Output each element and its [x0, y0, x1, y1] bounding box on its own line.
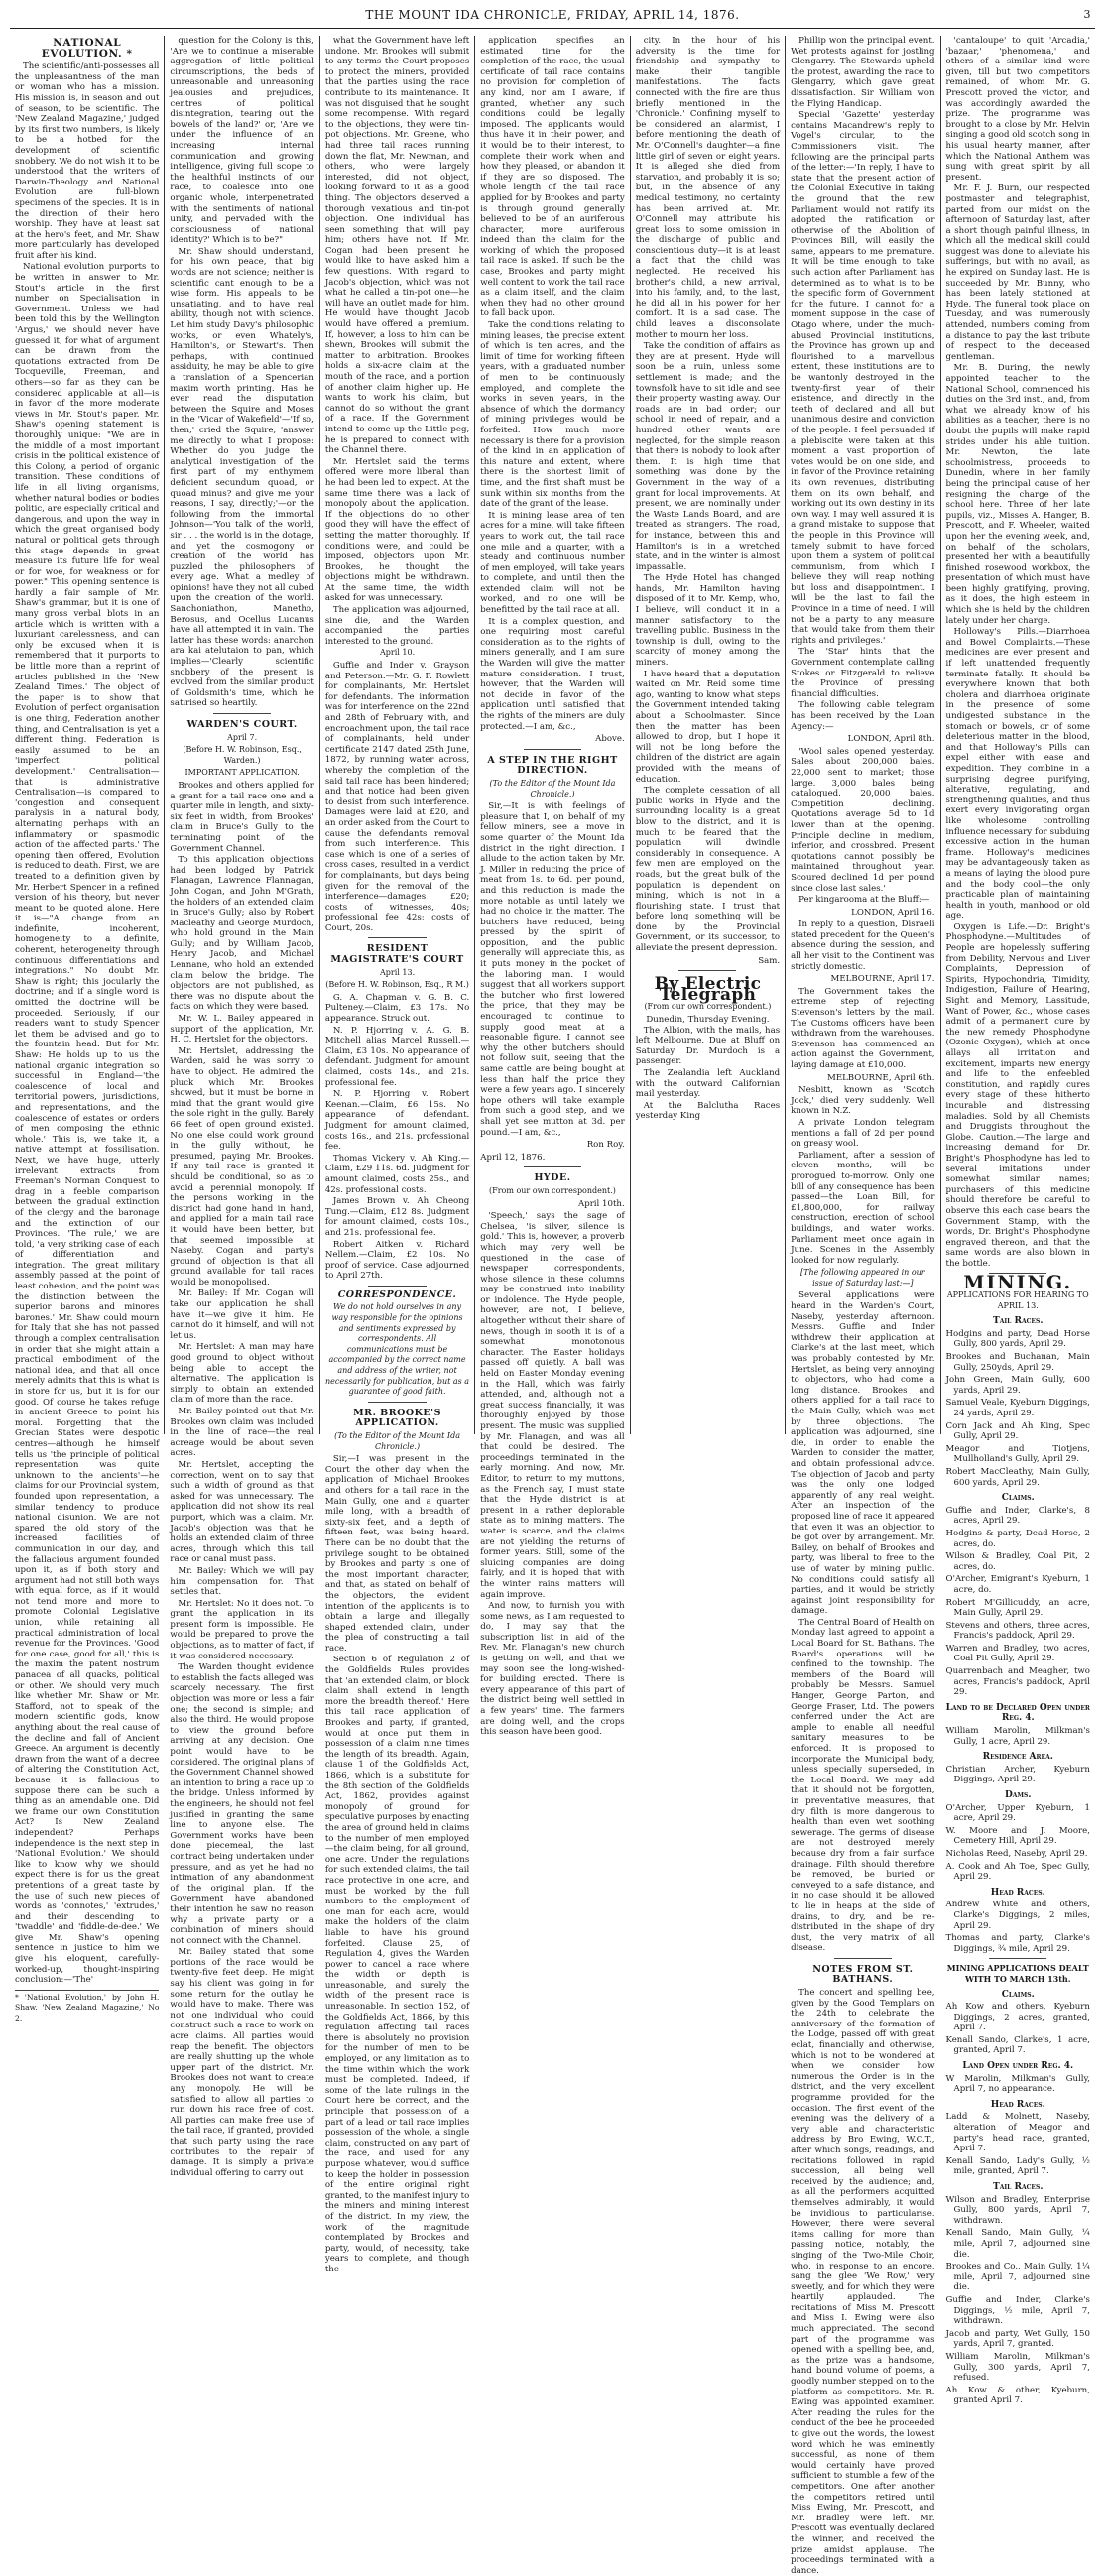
- article-paragraph: The Warden thought evidence to establish the facts alleged was scarcely necessary. The first objection was more or less a fair one; the second is simple; and also the third. He would propose to view the ground before arriving at any decision. One point would have to be considered. The original plans of the Government Channel showed an intention to bring a race up to the bridge. Unless informed by the engineers, he should not feel justified in granting the same line to anyone else. The Government works have been done piecemeal, the last contract being undertaken under pressure, and as yet he had no intimation of any abandonment of the original plan. If the Government have abandoned their intention he saw no reason why a private party or a combination of miners should not connect with the Channel.: [170, 1662, 314, 1946]
- article-paragraph: Mr. Hertslet: A man may have good ground to object without being able to accept the alternative. The application is simply to obtain an extended claim of more than the race.: [170, 1342, 314, 1406]
- article-paragraph: The Zealandia left Auckland with the outward Californian mail yesterday.: [635, 1068, 781, 1100]
- dateline: April 7.: [227, 732, 258, 742]
- court-presiding: (Before H. W. Robinson, Esq., Warden.): [183, 745, 302, 765]
- list-item: Jacob and party, Wet Gully, 150 yards, April 7, granted.: [945, 2328, 1090, 2350]
- dateline: April 10th.: [577, 1198, 625, 1209]
- article-paragraph: The concert and spelling bee, given by the Good Templars on the 24th to celebrate the anniversary of the formation of the Lodge, passed off with great eclat, financially and otherwise, which is not to be wondered at when we consider how numerous the Order is in the district, and the very excellent programme provided for the occasion. The first event of the evening was the delivery of a very able and characteristic address by Bro Ewing, W.C.T., after which songs, readings, and recitations followed in rapid succession, all being well received by the audience; and, as all the performers acquitted themselves admirably, it would be invidious to particularise. However, there were several items calling for more than passing notice, notably, the singing of the Two-Mile Choir, who, in response to an encore, sang the glee 'We Row,' very sweetly, and for which they were heartily applauded. The recitations of Miss M. Prescott and Miss I. Ewing were also much appreciated. The second part of the programme was opened with a spelling bee, and, as the prize was a handsome, hand bound volume of poems, a goodly number stepped on to the platform as competitors. Mr. R. Ewing was appointed examiner. After reading the rules for the conduct of the bee he proceeded to give out the words, the lowest word which he was eminently successful, as none of them would certainly have proved sufficient to stumble a few of the competitors. One after another the competitors retired until Miss Ewing, Mr. Prescott, and Mr. Bradley were left. Mr. Prescott was eventually declared the winner, and received the prize amidst applause. The proceedings terminated with a dance.: [791, 1988, 935, 2576]
- article-paragraph: The following cable telegram has been received by the Loan Agency:—: [791, 700, 935, 732]
- section-heading-st-bathans: NOTES FROM ST. BATHANS.: [812, 1963, 914, 1986]
- subheading-important-application: IMPORTANT APPLICATION.: [184, 768, 300, 778]
- article-paragraph: Special 'Gazette' yesterday contains Macandrew's reply to Vogel's circular, to the Commissioners visit. The following are the principal parts of the letter:—'In reply, I have to state that the present action of the Colonial Executive in taking the ground that the new Parliament would not ratify its adopted the ratification or otherwise of the Abolition of Provinces Bill, will easily the same, appears to me premature. It will be time enough to take such action after Parliament has determined as to what is to be the specific form of Government for the future. I cannot for a moment suppose in the case of Otago where, under the much-abused Provincial institutions, the Province has grown up and flourished to a marvellous extent, these institutions are to be wantonly destroyed in the twenty-first year of their existence, and directly in the teeth of declared and all but unanimous desire and conviction of the people. I feel persuaded if a plebiscite were taken at this moment a vast proportion of votes would be on one side, and in favor of the Province retaining its own revenues, distributing them on its own behalf, and working out its own destiny in its own way. I may well assured it is a grand mistake to suppose that the people in this Province will tamely submit to have forced upon them a system of political communism, from which I believe they will reap nothing but loss and disappointment. I will be the last to fail the Province in a time of need. I will not be a party to any measure that would take from them their rights and privileges.': [791, 110, 935, 646]
- footnote: * 'National Evolution,' by John H. Shaw. 'New Zealand Magazine,' No 2.: [15, 1990, 159, 2024]
- list-item: W. Moore and J. Moore, Cemetery Hill, April 29.: [945, 1825, 1090, 1847]
- dateline: Dunedin, Thursday Evening.: [646, 1015, 770, 1026]
- list-item: O'Archer, Upper Kyeburn, 1 acre, April 29.: [945, 1802, 1090, 1824]
- list-item: Brookes and Buchanan, Main Gully, 250yds, April 29.: [945, 1352, 1090, 1373]
- column-7: [940, 36, 1095, 2406]
- article-paragraph: It is mining lease area of ten acres for a mine, will take fifteen years to work out, the tail race one mile and a quarter, with a steady and continuous number of men employed, will take years to complete, and until then the extended claim will not be worked, and no one will be benefitted by the tail race at all.: [480, 510, 625, 616]
- list-item: A. Cook and Ah Toe, Spec Gully, April 29.: [945, 1861, 1090, 1883]
- subheading-head-races: Head Races.: [990, 1887, 1045, 1898]
- article-paragraph: Mr. Hertslet said the terms offered were more liberal than he had been led to expect. At the same time there was a lack of monopoly about the application. If the objections do no other good they will have the effect of setting the matter thoroughly. If conditions were, and could be imposed, objectors upon Mr. Brookes, he thought the objections might be withdrawn. At the same time, the width asked for was unnecessary.: [324, 456, 470, 604]
- subheading-residence-area: Residence Area.: [982, 1752, 1053, 1763]
- list-item: Robert MacCleathy, Main Gully, 600 yards, April 29.: [945, 1466, 1090, 1488]
- article-paragraph: Sir,—It is with feelings of pleasure that I, on behalf of my fellow miners, see a move in some quarter of the Mount Ida district in the right direction. I allude to the action taken by Mr. J. Miller in reducing the price of meat from 1s. to 6d. per pound, and this reduction is made the more notable as until lately we had no choice in the matter. The butchers have reduced, being pressed by the spirit of opposition, and the public generally will appreciate this, as it puts money in the pocket of the laboring man. I would suggest that all workers support the butcher who first lowered the price, that they may be encouraged to continue to supply good meat at a reasonable figure. I cannot see why the other butchers should not follow suit, seeing that the same cattle are being bought at less than half the price they were a few years ago. I sincerely hope others will take example from such a good step, and we shall yet see mutton at 3d. per pound.—I am, &c.,: [480, 801, 625, 1138]
- dateline: LONDON, April 8th.: [847, 734, 935, 745]
- to-editor-line: (To the Editor of the Mount Ida Chronicle.): [334, 1431, 460, 1451]
- divider: [213, 713, 271, 714]
- article-paragraph: To this application objections had been lodged by Patrick Flanagan, Lawrence Flannagan, John Cogan, and John M'Grath, the holders of an extended claim in Bruce's Gully; also by Robert Macleathy and George Murdoch, who hold ground in the Main Gully; and by William Jacob, Henry Jacob, and Michael Lennane, who hold an extended claim below the bridge. The objectors are not published, as there was no dispute about the facts on which they were based.: [170, 855, 314, 1013]
- dateline: April 10.: [380, 648, 416, 658]
- masthead-rule: [10, 28, 1095, 29]
- list-item: Kenall Sando, Clarke's, 1 acre, granted, April 7.: [945, 2034, 1090, 2056]
- article-paragraph: 'Wool sales opened yesterday. Sales about 200,000 bales. 22,000 sent to market; those large. 3,000 bales being catalogued. 20,000 bales. Competition declining. Quotations average 5d to 1d lower than at the opening. Principle decline in medium, inferior, and crossbred. Present quotations cannot possibly be maintained throughout year. Scoured declined 1d per pound since close last sales.': [791, 746, 935, 894]
- article-heading-national-evolution: NATIONAL EVOLUTION. *: [41, 37, 133, 60]
- signature: Ron Roy.: [586, 1140, 625, 1151]
- list-item: Corn Jack and Ah King, Spec Gully, April 29.: [945, 1420, 1090, 1442]
- list-item: Brookes and Co., Main Gully, 1¼ mile, April 7, adjourned sine die.: [945, 2262, 1090, 2293]
- article-paragraph: Mr. Hertslet, accepting the correction, went on to say that such a width of ground as that asked for was unnecessary. The application did not show its real purport, which was a claim. Mr. Jacob's objection was that he holds an extended claim of three acres, through which this tail race or canal must pass.: [170, 1459, 314, 1565]
- column-3: [319, 36, 474, 2274]
- list-item: Meagor and Tiotjens, Mullholland's Gully, April 29.: [945, 1443, 1090, 1465]
- subheading-claims: Claims.: [1001, 1989, 1035, 2000]
- subheading-head-races: Head Races.: [990, 2099, 1045, 2110]
- correspondent-line: (From our own correspondent.): [489, 1185, 616, 1195]
- section-heading-correspondence: CORRESPONDENCE.: [337, 1288, 457, 1300]
- subheading-land-open: Land to be Declared Open under Reg. 4.: [945, 1702, 1090, 1724]
- list-item: Guffie and Inder, Clarke's Diggings, ½ mile, April 7, withdrawn.: [945, 2294, 1090, 2327]
- article-paragraph: Parliament, after a session of eleven months, will be prorogued to-morrow. Only one bill of any consequence has been passed—the Loan Bill, for £1,800,000, for railway construction, erection of school buildings, and water works. Parliament meet once again in June. Scenes in the Assembly looked for now regularly.: [791, 1150, 935, 1266]
- article-paragraph: National evolution purports to be written in answer to Mr. Stout's article in the first number on Specialisation in Government. Unless we had been told this by the Wellington 'Argus,' we should never have guessed it, for what of argument can be drawn from the quotations extracted from De Tocqueville, Freeman, and others—so far as they can be considered applicable at all—is in favor of the more moderate views in Mr. Stout's paper. Mr. Shaw's opening statement is thoroughly unique: "We are in the middle of a most important crisis in the political existence of this Colony, a period of organic transition. These conditions of life in all living organisms, whether natural bodies or bodies politic, are especially critical and dangerous, and upon the way in which the great organised body natural or political gets through this stage depends in great measure its future life for weal or for woe, for weakness or for power." This opening sentence is hardly a fair sample of Mr. Shaw's grammar, but it is one of many gross verbal blots in an article which is written with a luxuriant carelessness, and can only be excused when it is remembered that it purports to be little more than a reprint of articles published in the 'New Zealand Times.' The object of the paper is to show that Evolution of perfect organisation is one thing, Federation another thing, and Centralisation is yet a different thing. Federation is easily assumed to be an 'imperfect political development.' Centralisation—that is administrative Centralisation—is compared to 'congestion and consequent paralysis in a natural body, alternating perhaps with an inflammatory or spasmodic action of the affected parts.' The opening then offered, Evolution is reduced to death. First, we are treated to a definition given by Mr. Herbert Spencer in a refined version of his theory, but never meant to be quoted alone. Here it is—"A change from an indefinite, incoherent, homogeneity to a definite, coherent, heterogeneity through continuous differentiations and integrations." No doubt Mr. Shaw is right; this jocularly the doctrine; and if a single word is omitted the doctrine will be proceeded. Seriously, if our readers want to study Spencer let them be advised and go to the fountain head. But for Mr. Shaw: He holds up to us the national organic integration so successful in England—'the coalescence of local and territorial powers, jurisdictions, and representations, and the coalescence of estates or orders of men composing the ethnic whole.' This is, we take it, a native attempt at fossilisation. Next, we have huge, utterly irrelevant extracts from Freeman's Norman Conquest to drag in a feeble comparison between the gradual extinction of the clergy and the baronage and the extinction of our Provinces. 'The rule,' we are told, 'a very striking case of each of differentiation and integration. The great military assembly passed at the point of least cohesion, and the point was the distinction between the superior barons and minores barones.' Mr. Shaw could mourn for Italy that she has not passed through a complex centralisation in order that she might attain a practical embodiment of the national idea, and that all once merely admits that this is what is in store for us, but it is for our good. Of course he takes refuge in ancient Greece to point his moral. Forgetting that the Grecian States were despotic centres—although he himself tells us 'the principle of political representation was quite unknown to the ancients'—he claims for our Provincial system, founded upon representation, a similar tendency to produce national disunion. We are not spared the old story of the increased facilities of communication in our day, and the fallacious argument founded upon it, as if both story and argument had not still both ways with equal force, as if it would not tend more and more to promote Colonial Legislative union, while retaining all practical administration of local revenue for the Provinces. 'Good for one case, good for all,' this is the maxim the patent nostrum panacea of all quacks, political or other. We should very much like whether Mr. Shaw or Mr. Stafford, not to speak of the modern scientific gods, know anything about the real cause of the decline and fall of Ancient Greece. An argument is decently drawn from the want of a decree of altering the Constitution Act, because it is fallacious to suppose there can be such a thing as an amendable one. Did we frame our own Constitution Act? Is New Zealand independent? Perhaps independence is the next step in 'National Evolution.' We should like to know why we should expect there is for us the great pretentions of a great taste by the use of such new pieces of words as 'connotes,' 'extrudes,' and their descending to 'twaddle' and 'fiddle-de-dee.' We give Mr. Shaw's opening sentence in justice to him we give his eloquent, carefully-worked-up, thought-inspiring conclusion:—'The': [15, 262, 160, 1986]
- reprint-note: [The following appeared in our issue of Saturday last:—]: [800, 1268, 925, 1288]
- article-paragraph: Nesbitt, known as 'Scotch Jock,' died very suddenly. Well known in N.Z.: [791, 1085, 935, 1117]
- list-item: Kenall Sando, Lady's Gully, ½ mile, granted, April 7.: [945, 2155, 1090, 2177]
- column-6: [785, 36, 939, 2576]
- article-paragraph: Mr. Bailey pointed out that Mr. Brookes own claim was included in the line of race—the real acreage would be about seven acres.: [170, 1407, 314, 1459]
- divider: [989, 1958, 1046, 1959]
- column-5: [630, 36, 785, 1434]
- article-paragraph: The complete cessation of all public works in Hyde and the surrounding locality is a great blow to the district, and it is much to be feared that the population will dwindle considerably in consequence. A few men are employed on the roads, but the great bulk of the population is dependent on mining, which is not in a flourishing state. I trust that before long something will be done by the Provincial Government, or its successor, to alleviate the present depression.: [635, 786, 781, 954]
- section-heading-brookes-application: MR. BROOKE'S APPLICATION.: [353, 1407, 441, 1429]
- article-paragraph: Mr. Bailey: Which we will pay him compensation for. That settles that.: [170, 1565, 314, 1598]
- list-item: Wilson and Bradley, Enterprise Gully, 800 yards, April 7, withdrawn.: [945, 2194, 1090, 2226]
- article-paragraph: Mr. Shaw should understand, for his own peace, that big words are not science; neither is scientific cant enough to be a wise form. His appeals to be unsatiating, and to have real ability, though not with science. Let him study Davy's philosophic works, or even Whately's, Hamilton's, or Stewart's. Then perhaps, with continued assiduity, he may be able to give a translation of a Spencerian maxim worth printing. Has he ever read the disputation between the Squire and Moses in the 'Vicar of Wakefield'—'If so, then,' cried the Squire, 'answer me directly to what I propose: Whether do you judge the analytical investigation of the first part of my enthymem deficient secundum quoad, or quoad minus? and give me your reasons, I say, directly;'—or the following from the immortal Johnson—'You talk of the world, sir . . . the world is in the dotage, and yet the cosmogony or creation of the world has puzzled the philosophers of every age. What a medley of opinions! have they not all cubed upon the creation of the world. Sanchoniathon, Manetho, Berosus, and Ocellus Lucanus have all attempted it in vain. The latter has these words: anarchon ara kai atelutaion to pan, which implies—'Clearly scientific snobbery of the present is evolved from the similar product of Goldsmith's time, which he satirised so heartily.: [170, 246, 314, 709]
- masthead: [10, 4, 1095, 26]
- article-paragraph: Take the condition of affairs as they are at present. Hyde will soon be a ruin, unless some settlement is made; and the townsfolk have to sit idle and see their property wasting away. Our roads are in bad order; our school in need of repair, and a hundred other wants are neglected, for the simple reason that there is nobody to look after them. It is high time that something was done by the Government in the way of a grant for local improvements. At present, we are nominally under the Waste Lands Board, and are treated as strangers. The road, for instance, between this and Hamilton's is in a wretched state, and in the winter is almost impassable.: [635, 341, 781, 572]
- article-paragraph: Brookes and others applied for a grant for a tail race one and a quarter mile in length, and sixty-six feet in width, from Brookes' claim in Bruce's Gully to the terminating point of the Government Channel.: [170, 780, 314, 854]
- list-item: Hodgins & party, Dead Horse, 2 acres, do.: [945, 1528, 1090, 1549]
- list-item: Quarrenbach and Meagher, two acres, Francis's paddock, April 29.: [945, 1666, 1090, 1698]
- article-paragraph: G. A. Chapman v. G. B. C. Pulteney.—Claim, £3 17s. No appearance. Struck out.: [324, 992, 470, 1025]
- article-paragraph: Mr. W. L. Bailey appeared in support of the application, Mr. H. C. Hertslet for the objectors.: [170, 1014, 314, 1045]
- section-heading-wardens-court: WARDEN'S COURT.: [186, 719, 298, 730]
- article-paragraph: Several applications were heard in the Warden's Court, Naseby, yesterday afternoon. Messrs. Guffie and Inder withdrew their application at Clarke's at the last meet, which was probably contested by Mr. Hertslet, as being very annoying to objectors, who had come a long distance. Brookes and others applied for a tail race to the Main Gully, which was met by three objections. The application was adjourned, sine die, in order to enable the Warden to consider the matter, and obtain professional advice. The objection of Jacob and party was the only one lodged apparently of any real weight. After an inspection of the proposed line of race it appeared that even it was an objection to be got over by arrangement. Mr. Bailey, on behalf of Brookes and party, was liberal to free to the use of water by mining public. No conditions could satisfy all parties, and it would be strictly against joint responsibility for damage.: [791, 1290, 935, 1617]
- dateline: April 12, 1876.: [480, 1152, 546, 1163]
- divider: [368, 937, 426, 938]
- to-editor-line: (To the Editor of the Mount Ida Chronicle.): [489, 778, 616, 798]
- list-item: Ladd & Molnett, Naseby, alteration of Meagor and party's head race, granted, April 7.: [945, 2112, 1090, 2154]
- subheading-dealt-with: MINING APPLICATIONS DEALT WITH TO MARCH 13th.: [946, 1963, 1089, 1984]
- court-presiding: (Before H. W. Robinson, Esq., R M.): [325, 980, 469, 990]
- article-paragraph: The Hyde Hotel has changed hands, Mr. Hamilton having disposed of it to Mr. Kemp, who, I believe, will conduct it in a manner satisfactory to the travelling public. Business in the township is dull, owing to the scarcity of money among the miners.: [635, 573, 781, 669]
- article-paragraph: I have heard that a deputation waited on Mr. Reid some time ago, wanting to know what steps the Government intended taking about a Schoolmaster. Since then the matter has been allowed to drop, but I hope it will not be long before the children of the district are again provided with the means of education.: [635, 669, 781, 785]
- list-item: W Marolin, Milkman's Gully, April 7, no appearance.: [945, 2073, 1090, 2095]
- article-paragraph: city. In the hour of his adversity is the time for friendship and sympathy to make their tangible manifestations. The facts connected with the fire are thus briefly mentioned in the 'Chronicle.' Confining myself to be considered an alarmist, I before mentioning the death of Mr. O'Connell's daughter—a fine little girl of seven or eight years. It is alleged she died from starvation, and probably it is so; but, in the absence of any medical testimony, no certainty has been arrived at. Mr. O'Connell may attribute his great loss to some omission in the discharge of public and conscientious duty—it is at least a fact that the child was neglected. He received his brother's child, a new arrival, into his family, and, to the last, he did all in his power for her comfort. It is a sad case. The child leaves a disconsolate mother to mourn her loss.: [635, 36, 781, 340]
- column-2: [164, 36, 318, 2178]
- article-paragraph: Thomas Vickery v. Ah King.—Claim, £29 11s. 6d. Judgment for amount claimed, costs 25s., and 42s. professional costs.: [324, 1153, 470, 1195]
- column-1: [10, 36, 164, 2024]
- list-item: Ah Kow & other, Kyeburn, granted April 7.: [945, 2385, 1090, 2406]
- subheading-claims: Claims.: [1001, 1493, 1035, 1504]
- article-paragraph: Mr. Hertslet, addressing the Warden, said he was sorry to have to object. He admired the pluck which Mr. Brookes showed, but it must be borne in mind that the grant would give the sole right in the gully. Barely 66 feet of open ground existed. No one else could work ground in the gully without, he presumed, paying Mr. Brookes. If any tail race is granted it should be conditional, so as to avoid a perennial monopoly. If the persons working in the district had gone hand in hand, and applied for a main tail race it would have been better, but that seemed impossible at Naseby. Cogan and party's ground of objection is that all ground available for tail races would be monopolised.: [170, 1045, 314, 1288]
- article-paragraph: Take the conditions relating to mining leases, the precise extent of which is ten acres, and the limit of time for working fifteen years, with a graduated number of men to be continuously employed, and complete the works in seven years, in the absence of which the dormancy of mining privileges would be forfeited. How much more necessary is there for a provision of the kind in an application of this nature and extent, where there is the shortest limit of time, and the first shaft must be sunk within six months from the date of the grant of the lease.: [480, 320, 625, 510]
- subheading-dams: Dams.: [1004, 1790, 1032, 1800]
- divider: [524, 1166, 581, 1167]
- article-paragraph: Mr. Bailey: If Mr. Cogan will take our application he shall have it—we give it him. He cannot do it himself, and will not let us.: [170, 1288, 314, 1341]
- list-item: Kenall Sando, Main Gully, ¼ mile, April 7, adjourned sine die.: [945, 2228, 1090, 2260]
- correspondence-note: We do not hold ourselves in any way responsible for the opinions and sentiments expressed by correspondents. All communications must be accompanied by the correct name and address of the writer, not necessarily for publication, but as a guarantee of good faith.: [325, 1302, 470, 1397]
- subheading-land-open: Land Open under Reg. 4.: [962, 2061, 1074, 2072]
- article-paragraph: The scientific/anti-possesses all the unpleasantness of the man or woman who has a mission. His mission is, in season and out of season, to be scientific. The 'New Zealand Magazine,' judged by its first two numbers, is likely to be a hotbed for the development of scientific snobbery. We do not wish it to be understood that the writers of Darwin-Theology and National Evolution are full-blown specimens of the species. It is in the direction of their hero worship. They have at least sat at the hero's feet, and Mr. Shaw more particularly has developed fruit after his kind.: [15, 61, 160, 261]
- list-item: Andrew White and others, Clarke's Diggings, 2 miles, April 29.: [945, 1900, 1090, 1931]
- list-item: Christian Archer, Kyeburn Diggings, April 29.: [945, 1764, 1090, 1785]
- list-item: Warren and Bradley, two acres, Coal Pit Gully, April 29.: [945, 1643, 1090, 1664]
- article-paragraph: The Central Board of Health on Monday last agreed to appoint a Local Board for St. Bathans. The Board's operations will be confined to the township. The members of the Board will probably be Messrs. Samuel Hanger, George Parton, and George Fraser, Ltd. The powers conferred under the Act are ample to enable all needful sanitary measures to be enforced. It is proposed to incorporate the Municipal body, unless specially superseded, in the Local Board. We may add that it should not be forgotten, in preventative measures, that dry filth is more dangerous to health than even wet soothing sewerage. The germs of disease are not destroyed merely because dry from a fair surface drainage. Filth should therefore be removed, be buried or conveyed to a safe distance, and in no case should it be allowed to lie in heaps at the side of drains, to dry, and be re-distributed in the shape of dry dust, the very matrix of all disease.: [791, 1617, 935, 1954]
- article-paragraph: It is a complex question, and one requiring most careful consideration as to the rights of miners generally, and I am sure the Warden will give the matter mature consideration. I trust, however, that the Warden will not decide in favor of the application until satisfied that the rights of the miners are duly protected.—I am, &c.,: [480, 616, 625, 732]
- article-paragraph: Section 6 of Regulation 2 of the Goldfields Rules provides that 'an extended claim, or block claim shall extend in length more the breadth thereof.' Here this tail race application of Brookes and party, if granted, would at once put them in possession of a claim nine times the length of its breadth. Again, clause 1 of the Goldfields Act, 1866, which is a substitute for the 8th section of the Goldfields Act, 1862, provides against monopoly of ground for speculative purposes by enacting the area of ground held in claims to the number of men employed—the claim being, for all ground, one acre. Under the regulations for such extended claims, the tail race protective in one acre, and must be worked by the full numbers to the employment of one man for each acre, would make the holders of the claim liable to have his ground forfeited. Clause 25, of Regulation 4, gives the Warden power to cancel a race where the width or depth is unreasonable, and surely the width of the present race is unreasonable. In section 152, of the Goldfields Act, 1866, by this regulation affecting tail races there is absolutely no provision for the number of men to be employed, or any limitation as to the time within which the work must be completed. Indeed, if some of the late rulings in the Court here be correct, and the principle that possession of a part of a lead or tail race implies possession of the whole, a single claim, constructed on any part of the race, and used for any purpose whatever, would suffice to keep the holder in possession of the entire original right granted, to the manifest injury to the miners and mining interest of the district. In my view, the work of the magnitude contemplated by Brookes and party, would, of necessity, take years to complete, and though the: [324, 1655, 470, 2274]
- signature: Sam.: [758, 955, 781, 966]
- list-item: O'Archer, Emigrant's Kyeburn, 1 acre, do.: [945, 1574, 1090, 1595]
- subheading-tail-races: Tail Races.: [993, 2182, 1044, 2192]
- list-item: Samuel Veale, Kyeburn Diggings, 24 yards, April 29.: [945, 1398, 1090, 1418]
- divider: [678, 970, 736, 971]
- list-item: William Marolin, Milkman's Gully, 1 acre, April 29.: [945, 1726, 1090, 1747]
- article-paragraph: At the Balclutha Races yesterday King: [635, 1100, 781, 1122]
- list-item: Stevens and others, three acres, Francis's paddock, April 29.: [945, 1620, 1090, 1642]
- article-paragraph: Phillip won the principal event. Wet protests against for jostling Glengarry. The Stewards upheld the protest, awarding the race to Glengarry, which gave great dissatisfaction. Sir William won the Flying Handicap.: [791, 36, 935, 109]
- list-item: Nicholas Reed, Naseby, April 29.: [945, 1848, 1088, 1859]
- list-item: Wilson & Bradley, Coal Pit, 2 acres, do.: [945, 1551, 1090, 1572]
- article-paragraph: Mr. Bailey stated that some portions of the race would be twenty-five feet deep. He might say his client was going in for some return for the outlay he would have to make. There was not one individual who could construct such a race to work on acre claims. All parties would reap the benefit. The objectors are really shutting up the whole upper part of the district. Mr. Brookes does not want to create any monopoly. He will be satisfied to allow all parties to run down his race free of cost. All parties can make free use of the tail race, if granted, provided that such party using the race contributes to the repair of damage. It is simply a private individual offering to carry out: [170, 1947, 314, 2178]
- divider: [834, 1958, 892, 1959]
- section-heading-resident-magistrate: RESIDENT MAGISTRATE'S COURT: [330, 943, 464, 966]
- article-paragraph: The Government takes the extreme step of rejecting Stevenson's letters by the mail. The Customs officers have been withdrawn from the warehouses. Stevenson has commenced an action against the Government, laying damage at £10,000.: [791, 986, 935, 1070]
- advertisement-holloway: Holloway's Pills.—Diarrhoea and Bowel Complaints.—These medicines are ever present and if left unattended frequently terminate fatally. It should be everywhere known that both cholera and diarrhoea originate in the presence of some undigested substance in the stomach or bowels, or of some deleterious matter in the blood, and that Holloway's Pills can expel either with ease and expedition. They combine in a surprising degree purifying, alterative, regulating, and strengthening qualities, and thus exert every invigorating organ like wholesome controlling influence necessary for subduing excessive action in the human frame. Holloway's medicines may be advantageously taken as a means of laying the blood pure and the body cool—the only practicable plan of maintaining health in youth, manhood or old age.: [945, 627, 1090, 921]
- list-item: Ah Kow and others, Kyeburn Diggings, 2 acres, granted, April 7.: [945, 2002, 1090, 2033]
- article-paragraph: And now, to furnish you with some news, as I am requested to do, I may say that the subscription list in aid of the Rev. Mr. Flanagan's new church is getting on well, and that we may soon see the long-wished-for building erected. There is every appearance of this part of the district being well settled in a few years' time. The farmers are doing well, and the crops this season have been good.: [480, 1601, 625, 1738]
- article-paragraph: 'cantaloupe' to quit 'Arcadia,' 'bazaar,' 'phenomena,' and others of a similar kind were given, till but two competitors remained, of whom Mr. G. Prescott proved the victor, and was accordingly awarded the prize. The programme was brought to a close by Mr. Helvin singing a good old scotch song in his usual hearty manner, after which the National Anthem was sung with great spirit by all present.: [945, 36, 1090, 183]
- section-heading-mining: MINING.: [963, 1272, 1073, 1294]
- article-paragraph: Guffie and Inder v. Grayson and Peterson.—Mr. G. F. Rowlett for complainants, Mr. Hertslet for defendants. The information was for interference on the 22nd and 28th of February with, and encroachment upon, the tail race of complainants, held under certificate 2147 dated 25th June, 1872, by running water across, whereby the completion of the said tail race has been hindered; and that notice had been given to desist from such interference. Damages were laid at £20, and an order asked from the Court to cause the defendants removal from such interference. This case which is one of a series of cross cases, resulted in a verdict for complainants, but days being given for the removal of the interference—damages £20; costs of witnesses, 40s; professional fee 42s; costs of Court, 20s.: [324, 661, 470, 933]
- article-paragraph: The Albion, with the mails, has left Melbourne. Due at Bluff on Saturday. Dr. Murdoch is a passenger.: [635, 1025, 781, 1067]
- article-paragraph: question for the Colony is this, 'Are we to continue a miserable aggregation of little political circumscriptions, the beds of unreasonable and unreasoning jealousies and prejudices, centres of political disintegration, tearing out the bowels of the land?' or, 'Are we under the influence of an increasing internal communication and growing intelligence, giving full scope to the healthful instincts of our race, to coalesce into one organic whole, interpenetrated with the sentiments of national unity, and pervaded with the consciousness of national identity?' Which is to be?": [170, 36, 314, 246]
- list-item: Robert M'Gillicuddy, an acre, Main Gully, April 29.: [945, 1597, 1090, 1619]
- article-paragraph: N. P. Hjorring v. A. G. B. Mitchell alias Marcel Russell.—Claim, £3 10s. No appearance of defendant. Judgment for amount claimed, costs 14s., and 21s. professional fee.: [324, 1025, 470, 1088]
- article-paragraph: Mr. Hertslet: No it does not. To grant the application in its present form is impossible. He would be prepared to prove the objections, as to matter of fact, if it was considered necessary.: [170, 1598, 314, 1661]
- article-paragraph: A private London telegram mentions a fall of 2d per pound on greasy wool.: [791, 1117, 935, 1150]
- dateline: MELBOURNE, April 17.: [830, 974, 935, 985]
- column-4: [474, 36, 629, 1738]
- columns: [10, 36, 1095, 2576]
- list-item: Hodgins and party, Dead Horse Gully, 800 yards, April 29.: [945, 1328, 1090, 1350]
- subheading-applications: APPLICATIONS FOR HEARING TO APRIL 13.: [946, 1290, 1089, 1310]
- article-paragraph: 'Speech,' says the sage of Chelsea, 'is silver, silence is gold.' This is, however, a proverb which may very well be questioned in the case of newspaper correspondents, whose silence in these columns may be construed into inability or indolence. The Hyde people, however, are not, I believe, altogether without their share of news, though in sooth it is of a somewhat monotonous character. The Easter holidays passed off quietly. A ball was held on Easter Monday evening in the Hall, which was fairly attended, and, although not a great success financially, it was thoroughly enjoyed by those present. The music was supplied by Mr. Flanagan, and was all that could be desired. The proceedings terminated in the early morning. And now, Mr. Editor, to return to my muttons, as the French say, I must state that the Hyde district is at present in a rather deplorable state as to mining matters. The water is scarce, and the claims are not yielding the returns of former years. Still, some of the sluicing companies are doing fairly, and it is hoped that with the winter rains matters will again improve.: [480, 1211, 625, 1600]
- article-paragraph: Sir,—I was present in the Court the other day when the application of Michael Brookes and others for a tail race in the Main Gully, one and a quarter mile long, with a breadth of sixty-six feet, and a depth of fifteen feet, was being heard. There can be no doubt that the privilege sought to be obtained by Brookes and party is one of the most important character, and that, as stated on behalf of the objectors, the evident intention of the applicants is to obtain a large and illegally shaped extended claim, under the plea of constructing a tail race.: [324, 1454, 470, 1654]
- dateline: LONDON, April 16.: [851, 907, 935, 918]
- divider: [368, 1402, 426, 1403]
- signature: Above.: [595, 734, 625, 745]
- advertisement-phosphodyne: Oxygen is Life.—Dr. Bright's Phosphodyne.—Multitudes of People are hopelessly suffering from Debility, Nervous and Liver Complaints, Depression of Spirits, Hypochondria, Timidity, Indigestion, Failure of Hearing, Sight and Memory, Lassitude, Want of Power, &c., whose cases admit of a permanent cure by the new remedy Phosphodyne (Ozonic Oxygen), which at once allays all irritation and excitement, imparts new energy and life to the enfeebled constitution, and rapidly cures every stage of these hitherto incurable and distressing maladies. Sold by all Chemists and Druggists throughout the Globe. Caution.—The large and increasing demand for Dr. Bright's Phosphodyne has led to several imitations under somewhat similar names; purchasers of this medicine should therefore be careful to observe this each case bears the Government Stamp, with the words, Dr. Bright's Phosphodyne engraved thereon, and that the same words are also blown in the bottle.: [945, 921, 1090, 1269]
- list-item: Thomas and party, Clarke's Diggings, ¾ mile, April 29.: [945, 1933, 1090, 1954]
- divider: [524, 749, 581, 750]
- page-number: 3: [1083, 8, 1091, 21]
- article-paragraph: Robert Aitken v. Richard Nellem.—Claim, £2 10s. No proof of service. Case adjourned to April 27th.: [324, 1239, 470, 1282]
- dateline: MELBOURNE, April 6th.: [827, 1072, 935, 1083]
- subheading-tail-races: Tail Races.: [993, 1316, 1044, 1327]
- list-item: John Green, Main Gully, 600 yards, April 29.: [945, 1375, 1090, 1396]
- article-paragraph: The 'Star' hints that the Government contemplate calling Stokes or Fitzgerald to relieve the Province of pressing financial difficulties.: [791, 647, 935, 699]
- masthead-title: THE MOUNT IDA CHRONICLE, FRIDAY, APRIL 14, 1876.: [365, 8, 740, 22]
- list-item: Guffie and Inder, Clarke's, 8 acres, April 29.: [945, 1505, 1090, 1527]
- article-paragraph: what the Government have left undone. Mr. Brookes will submit to any terms the Court proposes to protect the miners, provided that the parties using the race contribute to its maintenance. It was not disguised that he sought some recompense. With regard to the objections, they were tin-pot objections. Mr. Greene, who had three tail races running down the flat, Mr. Newman, and others, who were largely interested, did not object, looking forward to it as a good thing. The objectors deserved a thorough vexatious and tin-pot objection. One individual has seen something that will pay him; others have not. If Mr. Cogan had been present he would like to have asked him a few questions. With regard to Jacob's objection, which was not what he called a tin-pot one—he will have an outlet made for him. He would have thought Jacob would have offered a premium. If, however, a loss to him can be shewn, Brookes will submit the matter to arbitration. Brookes holds a six-acre claim at the mouth of the race, and a portion of another claim higher up. He wants to work his claim, but cannot do so without the grant of a race. If the Government intend to come up the Little peg, he is prepared to connect with the Channel there.: [324, 36, 470, 456]
- correspondent-line: (From our own correspondent.): [644, 1002, 772, 1012]
- article-paragraph: In reply to a question, Disraeli stated precedent for the Queen's absence during the session, and all her visit to the Continent was strictly domestic.: [791, 920, 935, 972]
- article-paragraph: N. P. Hjorring v. Robert Keenan.—Claim, £6 15s. No appearance of defendant. Judgment for amount claimed, costs 16s., and 21s. professional fee.: [324, 1089, 470, 1153]
- article-paragraph: Per kingarooma at the Bluff:—: [798, 895, 930, 906]
- article-paragraph: James Brown v. Ah Cheong Tung.—Claim, £12 8s. Judgment for amount claimed, costs 10s., and 21s. professional fee.: [324, 1196, 470, 1238]
- divider: [368, 1286, 426, 1287]
- article-paragraph: Mr. F. J. Burn, our respected postmaster and telegraphist, parted from our midst on the afternoon of Saturday last, after a short though painful illness, in which all the medical skill could suggest was done to alleviate his sufferings, but with no avail, as he expired on Sunday last. He is succeeded by Mr. Bunny, who has been lately stationed at Hyde. The funeral took place on Tuesday, and was numerously attended, numbers coming from a distance to pay the last tribute of respect to the deceased gentleman.: [945, 184, 1090, 362]
- section-heading-electric-telegraph: By Electric Telegraph: [654, 974, 762, 1005]
- dateline: April 13.: [380, 967, 416, 977]
- list-item: William Marolin, Milkman's Gully, 300 yards, April 7, refused.: [945, 2351, 1090, 2384]
- section-heading-hyde: HYDE.: [534, 1172, 571, 1184]
- article-paragraph: Mr. B. During, the newly appointed teacher to the National School, commenced his duties on the 3rd inst., and, from what we already know of his abilities as a teacher, there is no doubt the pupils will make rapid strides under his able tuition. Mr. Newton, the late schoolmistress, proceeds to Dunedin, where in her family being the principal cause of her resigning the charge of the school here. Three of her late pupils, viz., Misses A. Hanger, B. Prescott, and F. Wheeler, waited upon her the evening week, and, on behalf of the scholars, presented her with a beautifully finished rosewood workbox, the presentation of which must have been highly gratifying, proving, as it does, the high esteem in which she is held by the children lately under her charge.: [945, 363, 1090, 626]
- section-heading-right-direction: A STEP IN THE RIGHT DIRECTION.: [487, 754, 618, 777]
- article-paragraph: The application was adjourned, sine die, and the Warden accompanied the parties interested to the ground.: [324, 605, 470, 647]
- article-paragraph: application specifies an estimated time for the completion of the race, the usual certificate of tail race contains no provision for completion of any kind, nor am I aware, if granted, whether any such conditions could be legally imposed. The applicants would thus have it in their power, and it would be to their interest, to complete their work when and how they pleased, or abandon it if they are so disposed. The whole length of the tail race applied for by Brookes and party is through ground generally believed to be of an auriferous character, more auriferous indeed than the claim for the working of which the proposed tail race is asked. If such be the case, Brookes and party might well content to work the tail race as a claim itself, and the claim when they had no other ground to fall back upon.: [480, 36, 625, 319]
